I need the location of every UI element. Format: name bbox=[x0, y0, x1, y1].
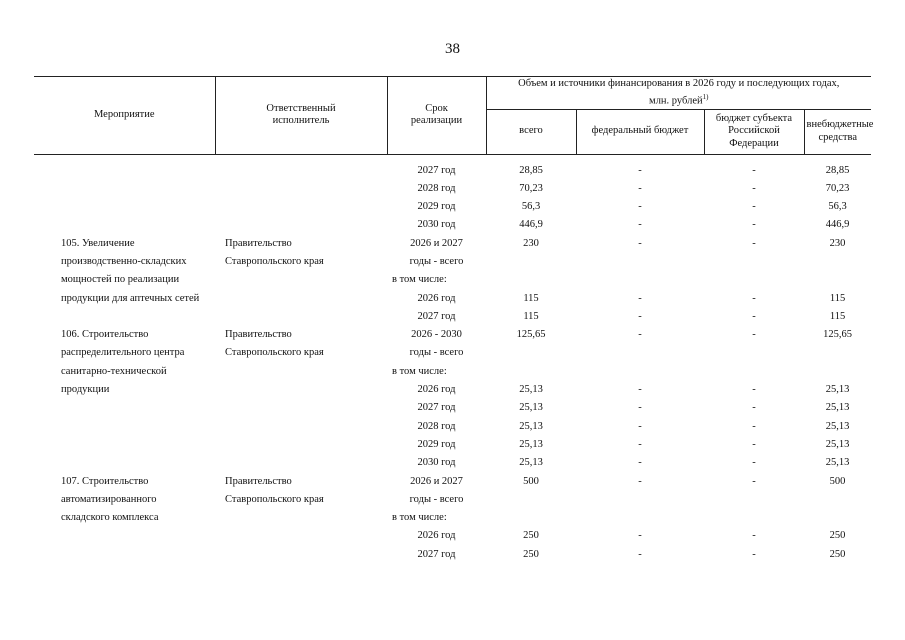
responsible-cell bbox=[215, 384, 387, 402]
total-cell: 25,13 bbox=[519, 457, 543, 469]
federal-budget-cell: - bbox=[638, 329, 642, 341]
regional-budget-cell: - bbox=[752, 457, 756, 469]
federal-budget-cell bbox=[576, 512, 704, 530]
table-row bbox=[34, 402, 871, 420]
regional-budget-cell: - bbox=[752, 438, 756, 450]
extrabudgetary-cell: 230 bbox=[829, 237, 846, 249]
term-cell: 2026 и 2027 bbox=[410, 237, 463, 249]
responsible-cell: Правительство bbox=[225, 237, 292, 249]
activity-cell: продукции для аптечных сетей bbox=[61, 292, 200, 304]
responsible-cell bbox=[215, 311, 387, 329]
regional-budget-cell: - bbox=[752, 182, 756, 194]
federal-budget-cell: - bbox=[638, 201, 642, 213]
extrabudgetary-cell: 500 bbox=[829, 475, 846, 487]
responsible-cell: Ставропольского края bbox=[225, 255, 324, 267]
extrabudgetary-cell bbox=[804, 347, 871, 365]
table-row bbox=[34, 293, 871, 311]
activity-cell bbox=[34, 530, 215, 548]
header-activity: Мероприятие bbox=[34, 77, 215, 155]
regional-budget-cell: - bbox=[752, 548, 756, 560]
regional-budget-cell bbox=[704, 274, 804, 292]
extrabudgetary-cell bbox=[804, 366, 871, 384]
federal-budget-cell: - bbox=[638, 384, 642, 396]
extrabudgetary-cell: 56,3 bbox=[828, 201, 847, 213]
responsible-cell: Правительство bbox=[225, 329, 292, 341]
term-cell: 2029 год bbox=[417, 201, 456, 213]
total-cell bbox=[486, 274, 576, 292]
total-cell: 250 bbox=[523, 548, 539, 560]
term-cell: 2027 год bbox=[417, 310, 456, 322]
total-cell: 25,13 bbox=[519, 402, 543, 414]
regional-budget-cell bbox=[704, 256, 804, 274]
activity-cell: продукции bbox=[61, 384, 110, 396]
extrabudgetary-cell: 115 bbox=[829, 292, 846, 304]
extrabudgetary-cell: 25,13 bbox=[825, 384, 850, 396]
term-cell: 2027 год bbox=[417, 548, 456, 560]
table-row bbox=[34, 421, 871, 439]
regional-budget-cell: - bbox=[752, 475, 756, 487]
regional-budget-cell: - bbox=[752, 530, 756, 542]
federal-budget-cell: - bbox=[638, 475, 642, 487]
regional-budget-cell: - bbox=[752, 420, 756, 432]
activity-cell bbox=[34, 402, 215, 420]
header-federal: федеральный бюджет bbox=[576, 109, 704, 154]
federal-budget-cell: - bbox=[638, 402, 642, 414]
extrabudgetary-cell: 25,13 bbox=[825, 457, 850, 469]
responsible-cell bbox=[215, 219, 387, 237]
federal-budget-cell: - bbox=[638, 237, 642, 249]
term-cell: 2028 год bbox=[417, 420, 456, 432]
term-cell: 2030 год bbox=[417, 457, 456, 469]
regional-budget-cell bbox=[704, 366, 804, 384]
footnote-marker: 1) bbox=[702, 92, 709, 101]
table-row bbox=[34, 183, 871, 201]
header-financing-label: Объем и источники финансирования в 2026 году и последующих годах, млн. рублей bbox=[518, 78, 840, 106]
responsible-cell: Ставропольского края bbox=[225, 493, 324, 505]
term-cell: годы - всего bbox=[409, 347, 464, 359]
extrabudgetary-cell: 446,9 bbox=[825, 219, 850, 231]
extrabudgetary-cell: 250 bbox=[829, 530, 846, 542]
total-cell: 125,65 bbox=[516, 329, 546, 341]
federal-budget-cell: - bbox=[638, 420, 642, 432]
extrabudgetary-cell bbox=[804, 274, 871, 292]
term-cell: 2026 год bbox=[417, 292, 456, 304]
extrabudgetary-cell: 25,13 bbox=[825, 402, 850, 414]
table-row bbox=[34, 329, 871, 347]
responsible-cell bbox=[215, 402, 387, 420]
table-row bbox=[34, 457, 871, 475]
activity-cell: 107. Строительство bbox=[61, 475, 149, 487]
term-cell: 2026 год bbox=[417, 384, 456, 396]
total-cell: 446,9 bbox=[519, 219, 543, 231]
table-row bbox=[34, 165, 871, 183]
header-total: всего bbox=[486, 109, 576, 154]
term-cell: 2027 год bbox=[417, 402, 456, 414]
regional-budget-cell: - bbox=[752, 219, 756, 231]
activity-cell bbox=[34, 183, 215, 201]
extrabudgetary-cell bbox=[804, 494, 871, 512]
responsible-cell bbox=[215, 512, 387, 530]
total-cell: 250 bbox=[523, 530, 539, 542]
table-row bbox=[34, 366, 871, 384]
activity-cell bbox=[34, 457, 215, 475]
table-row bbox=[34, 219, 871, 237]
responsible-cell: Ставропольского края bbox=[225, 347, 324, 359]
financing-table bbox=[34, 76, 874, 567]
total-cell bbox=[486, 256, 576, 274]
responsible-cell bbox=[215, 439, 387, 457]
table-row bbox=[34, 274, 871, 292]
activity-cell bbox=[34, 219, 215, 237]
regional-budget-cell: - bbox=[752, 384, 756, 396]
activity-cell: складского комплекса bbox=[61, 512, 159, 524]
term-cell: 2026 - 2030 bbox=[411, 329, 462, 341]
activity-cell bbox=[34, 201, 215, 219]
activity-cell bbox=[34, 439, 215, 457]
federal-budget-cell: - bbox=[638, 164, 642, 176]
term-cell: годы - всего bbox=[409, 255, 464, 267]
total-cell bbox=[486, 366, 576, 384]
regional-budget-cell: - bbox=[752, 201, 756, 213]
federal-budget-cell: - bbox=[638, 182, 642, 194]
table-row bbox=[34, 311, 871, 329]
term-cell: 2030 год bbox=[417, 219, 456, 231]
responsible-cell bbox=[215, 183, 387, 201]
total-cell: 28,85 bbox=[519, 164, 543, 176]
activity-cell: мощностей по реализации bbox=[61, 274, 180, 286]
activity-cell bbox=[34, 421, 215, 439]
header-responsible: Ответственный исполнитель bbox=[215, 77, 387, 155]
table-row bbox=[34, 238, 871, 256]
responsible-cell bbox=[215, 366, 387, 384]
term-cell: в том числе: bbox=[392, 512, 447, 524]
extrabudgetary-cell: 25,13 bbox=[825, 438, 850, 450]
page-number: 38 bbox=[445, 41, 460, 57]
regional-budget-cell: - bbox=[752, 292, 756, 304]
total-cell bbox=[486, 347, 576, 365]
responsible-cell: Правительство bbox=[225, 475, 292, 487]
term-cell: 2026 год bbox=[417, 530, 456, 542]
extrabudgetary-cell: 125,65 bbox=[823, 329, 852, 341]
federal-budget-cell bbox=[576, 366, 704, 384]
activity-cell bbox=[34, 165, 215, 183]
federal-budget-cell bbox=[576, 256, 704, 274]
federal-budget-cell bbox=[576, 274, 704, 292]
federal-budget-cell: - bbox=[638, 310, 642, 322]
table-row bbox=[34, 494, 871, 512]
term-cell: 2028 год bbox=[417, 182, 456, 194]
federal-budget-cell: - bbox=[638, 292, 642, 304]
total-cell: 70,23 bbox=[519, 182, 543, 194]
activity-cell: автоматизированного bbox=[61, 493, 157, 505]
activity-cell bbox=[34, 311, 215, 329]
activity-cell bbox=[34, 549, 215, 567]
activity-cell: 106. Строительство bbox=[61, 329, 149, 341]
extrabudgetary-cell: 25,13 bbox=[825, 420, 850, 432]
table-body bbox=[34, 154, 871, 567]
header-regional: бюджет субъекта Российской Федерации bbox=[704, 109, 804, 154]
table-row bbox=[34, 201, 871, 219]
regional-budget-cell: - bbox=[752, 402, 756, 414]
table-row bbox=[34, 512, 871, 530]
total-cell: 25,13 bbox=[519, 438, 543, 450]
federal-budget-cell bbox=[576, 347, 704, 365]
total-cell: 115 bbox=[523, 292, 539, 304]
total-cell bbox=[486, 512, 576, 530]
federal-budget-cell: - bbox=[638, 530, 642, 542]
table-row bbox=[34, 384, 871, 402]
table-row bbox=[34, 439, 871, 457]
activity-cell: производственно-складских bbox=[61, 255, 187, 267]
extrabudgetary-cell: 28,85 bbox=[825, 164, 850, 176]
federal-budget-cell: - bbox=[638, 457, 642, 469]
federal-budget-cell: - bbox=[638, 438, 642, 450]
term-cell: в том числе: bbox=[392, 365, 447, 377]
activity-cell: 105. Увеличение bbox=[61, 237, 135, 249]
responsible-cell bbox=[215, 201, 387, 219]
table-row bbox=[34, 256, 871, 274]
federal-budget-cell bbox=[576, 494, 704, 512]
table-row bbox=[34, 347, 871, 365]
table-row bbox=[34, 530, 871, 548]
financing-table-container bbox=[34, 76, 874, 567]
header-extra: внебюджетные средства bbox=[804, 109, 871, 154]
term-cell: годы - всего bbox=[409, 493, 464, 505]
responsible-cell bbox=[215, 530, 387, 548]
total-cell: 56,3 bbox=[521, 201, 541, 213]
regional-budget-cell: - bbox=[752, 310, 756, 322]
responsible-cell bbox=[215, 293, 387, 311]
extrabudgetary-cell: 250 bbox=[829, 548, 846, 560]
extrabudgetary-cell: 115 bbox=[829, 310, 846, 322]
responsible-cell bbox=[215, 421, 387, 439]
total-cell: 230 bbox=[523, 237, 539, 249]
activity-cell: распределительного центра bbox=[61, 347, 185, 359]
table-row bbox=[34, 476, 871, 494]
responsible-cell bbox=[215, 457, 387, 475]
regional-budget-cell: - bbox=[752, 329, 756, 341]
header-term: Срок реализации bbox=[387, 77, 486, 155]
regional-budget-cell bbox=[704, 347, 804, 365]
term-cell: 2027 год bbox=[417, 164, 456, 176]
responsible-cell bbox=[215, 274, 387, 292]
term-cell: 2026 и 2027 bbox=[410, 475, 463, 487]
federal-budget-cell: - bbox=[638, 548, 642, 560]
table-row bbox=[34, 549, 871, 567]
table-header bbox=[34, 77, 874, 155]
responsible-cell bbox=[215, 549, 387, 567]
activity-cell: санитарно-технической bbox=[61, 365, 167, 377]
total-cell: 115 bbox=[523, 310, 539, 322]
responsible-cell bbox=[215, 165, 387, 183]
regional-budget-cell: - bbox=[752, 164, 756, 176]
extrabudgetary-cell bbox=[804, 256, 871, 274]
regional-budget-cell bbox=[704, 494, 804, 512]
regional-budget-cell bbox=[704, 512, 804, 530]
total-cell bbox=[486, 494, 576, 512]
extrabudgetary-cell bbox=[804, 512, 871, 530]
federal-budget-cell: - bbox=[638, 219, 642, 231]
total-cell: 500 bbox=[523, 475, 539, 487]
extrabudgetary-cell: 70,23 bbox=[825, 182, 850, 194]
term-cell: 2029 год bbox=[417, 438, 456, 450]
total-cell: 25,13 bbox=[519, 420, 543, 432]
regional-budget-cell: - bbox=[752, 237, 756, 249]
total-cell: 25,13 bbox=[519, 384, 543, 396]
term-cell: в том числе: bbox=[392, 274, 447, 286]
header-financing bbox=[486, 77, 871, 110]
